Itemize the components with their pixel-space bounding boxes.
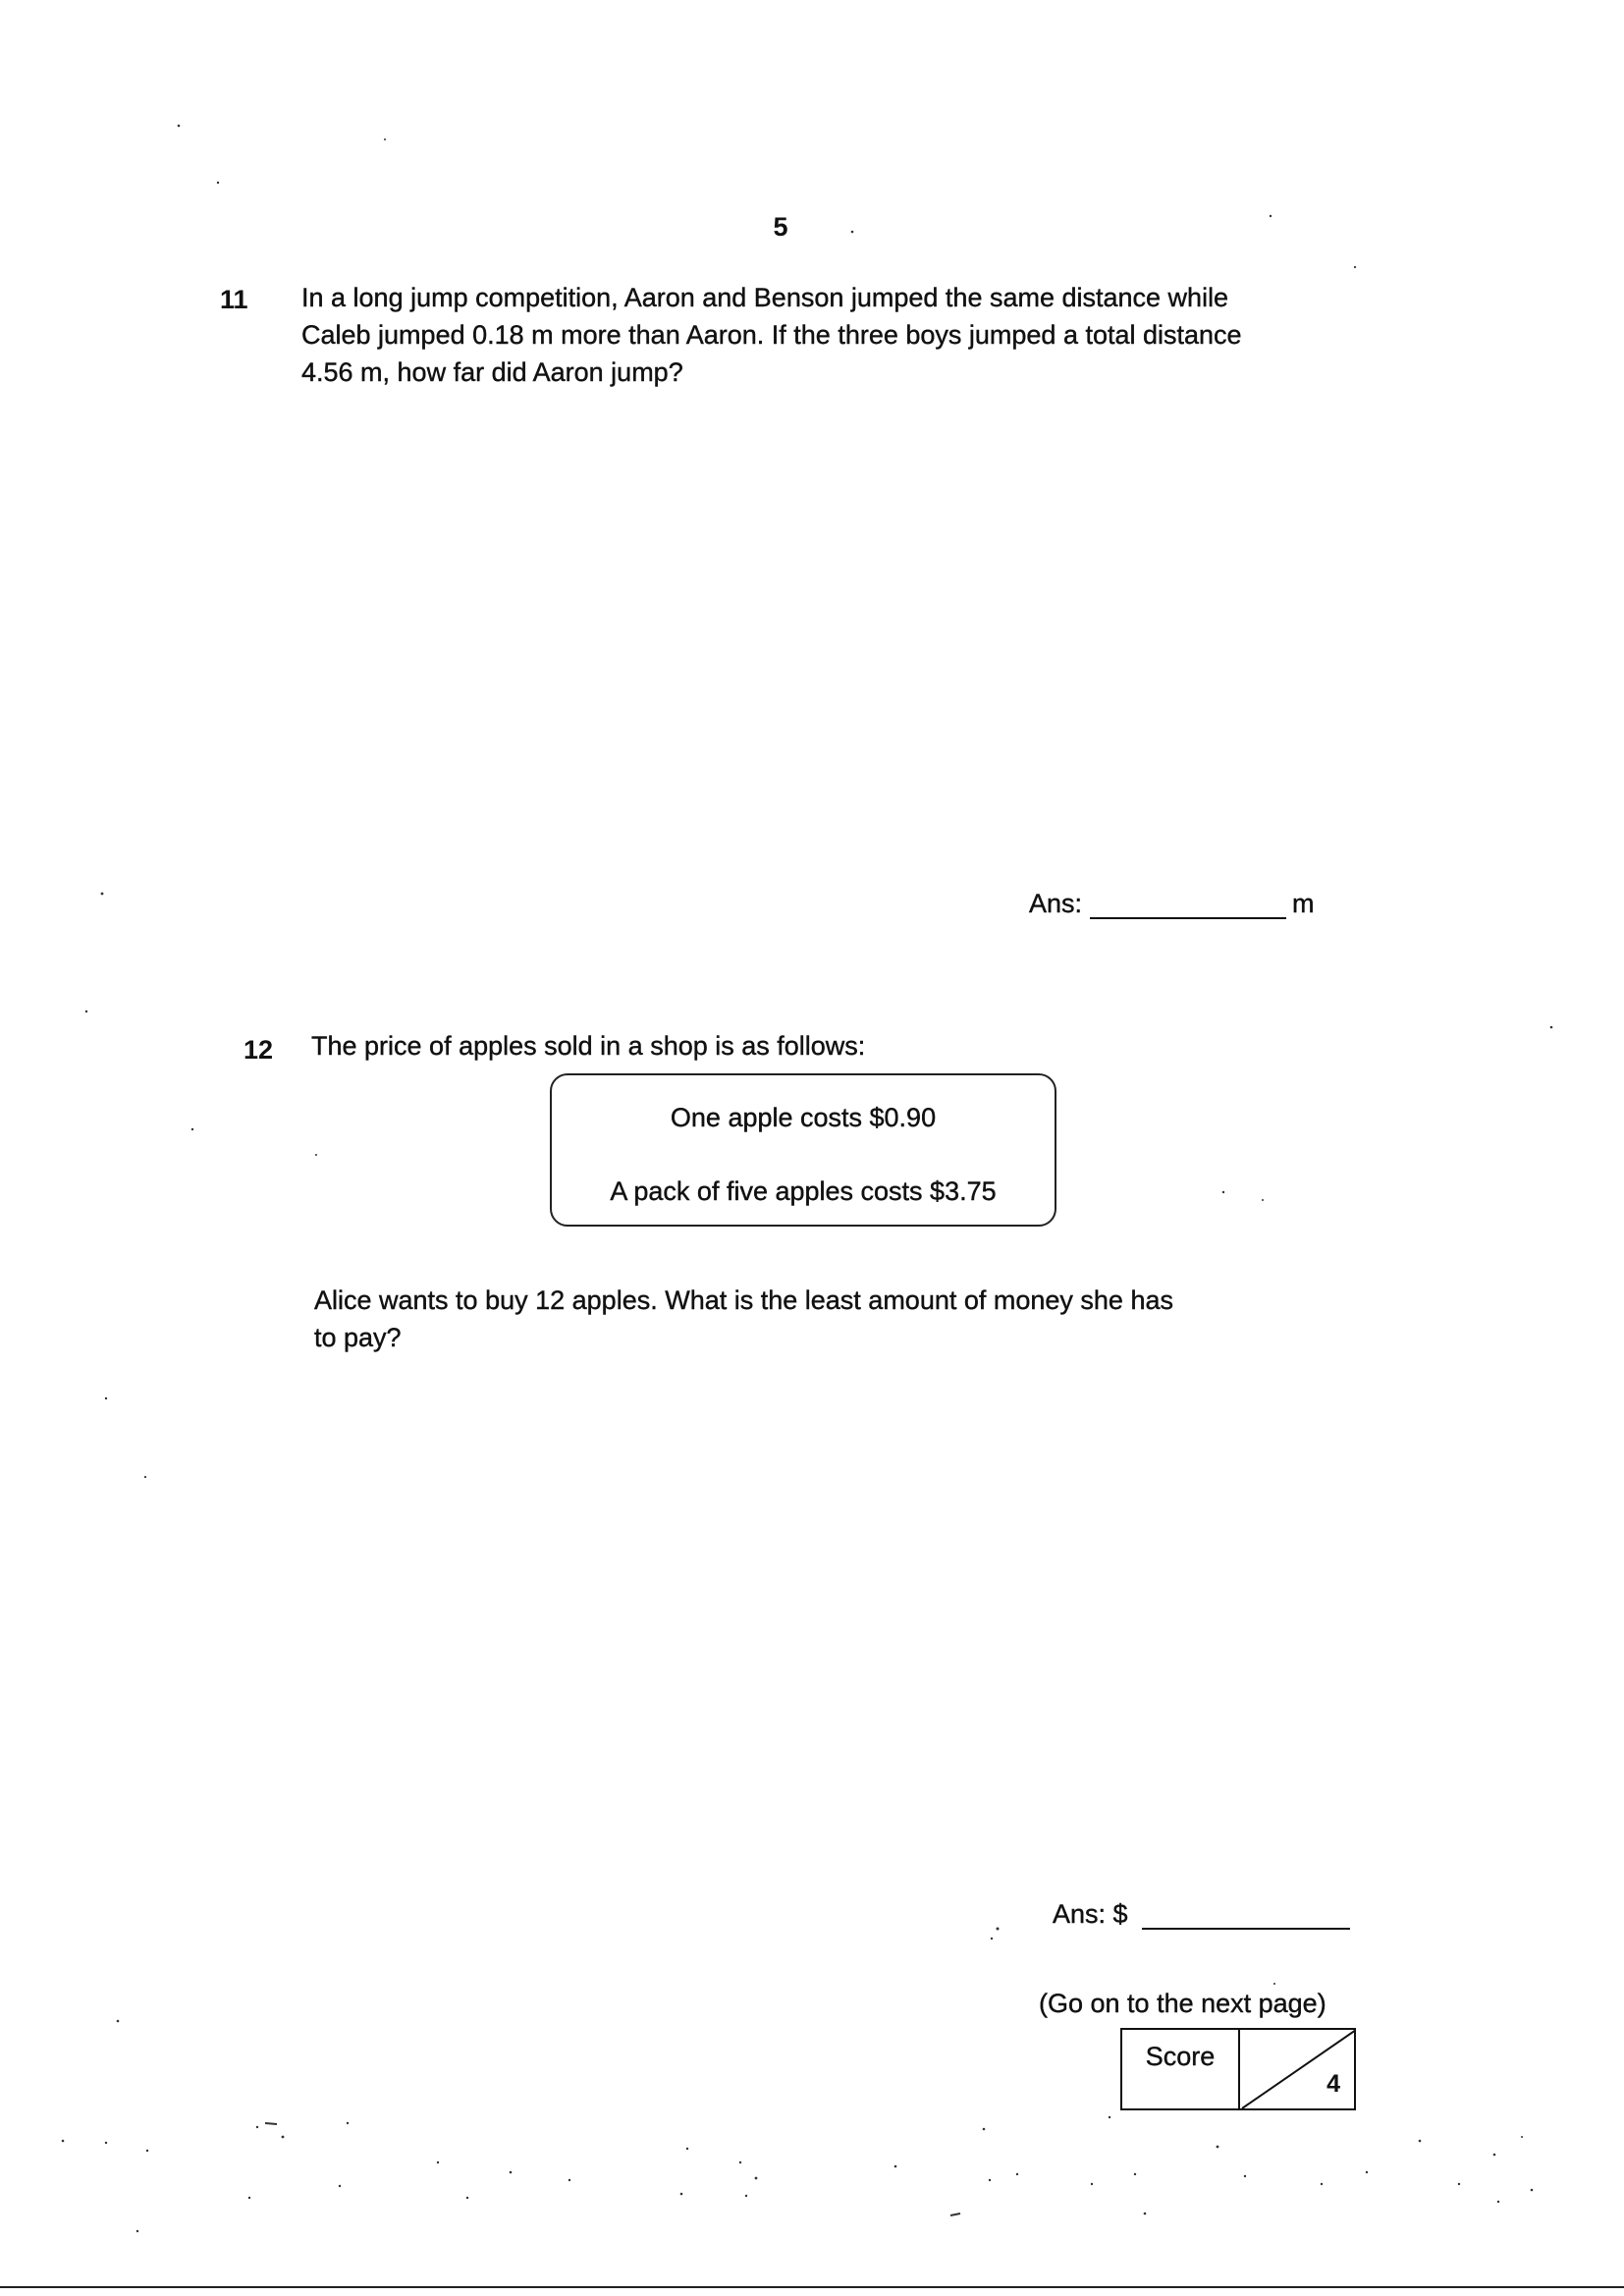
go-on-notice: (Go on to the next page) bbox=[1039, 1989, 1326, 2018]
question-11-line-1: In a long jump competition, Aaron and Benson jumped the same distance while bbox=[301, 283, 1229, 312]
question-11-line-2: Caleb jumped 0.18 m more than Aaron. If the three boys jumped a total distance bbox=[301, 320, 1242, 350]
question-12-line-1: Alice wants to buy 12 apples. What is the least amount of money she has bbox=[314, 1285, 1173, 1315]
question-12-line-2: to pay? bbox=[314, 1323, 402, 1352]
question-12-intro: The price of apples sold in a shop is as follows: bbox=[311, 1031, 866, 1061]
question-11-answer-label: Ans: bbox=[1029, 889, 1083, 918]
score-max: 4 bbox=[1326, 2070, 1340, 2098]
question-11-line-3: 4.56 m, how far did Aaron jump? bbox=[301, 357, 683, 387]
score-label: Score bbox=[1122, 2030, 1240, 2108]
page-number: 5 bbox=[773, 212, 788, 242]
question-11-number: 11 bbox=[220, 285, 248, 314]
price-single-apple: One apple costs $0.90 bbox=[670, 1103, 937, 1132]
price-pack-of-five: A pack of five apples costs $3.75 bbox=[610, 1176, 997, 1206]
question-12-answer-label: Ans: $ bbox=[1053, 1899, 1128, 1929]
question-12-number: 12 bbox=[244, 1035, 274, 1065]
question-11-answer-unit: m bbox=[1292, 889, 1315, 918]
